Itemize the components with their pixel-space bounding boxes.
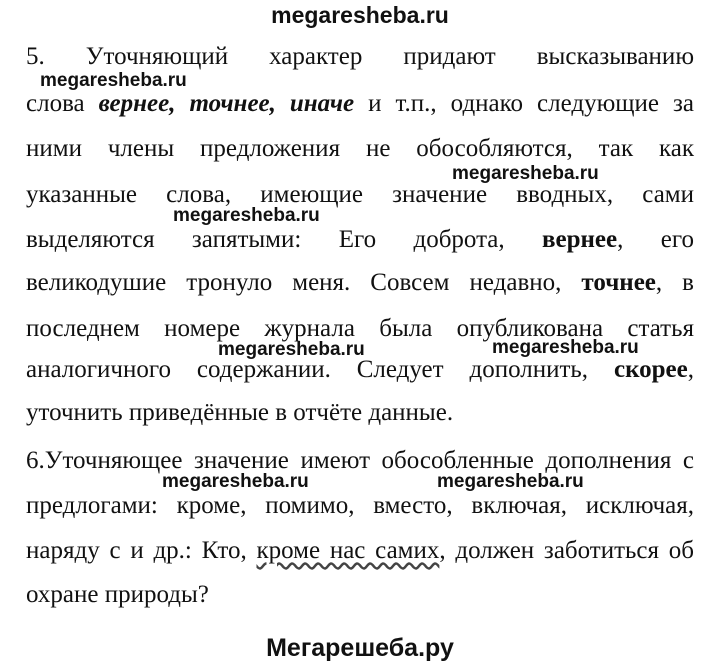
watermark: megaresheba.ru bbox=[218, 339, 365, 360]
text-line: наряду с и др.: Кто, кроме нас самих, должен заботиться об bbox=[26, 537, 695, 564]
watermark: megaresheba.ru bbox=[162, 471, 309, 492]
bold-term: скорее bbox=[613, 356, 688, 383]
bold-term: точнее bbox=[581, 269, 656, 296]
text-line: выделяются запятыми: Его доброта, вернее, его bbox=[26, 226, 694, 253]
text-line: аналогичного содержании. Следует дополнить, скорее, bbox=[26, 356, 694, 383]
underlined-phrase: кроме нас самих bbox=[256, 537, 440, 564]
watermark: megaresheba.ru bbox=[492, 337, 639, 358]
text-line: 5. Уточняющий характер придают высказыванию bbox=[26, 43, 694, 70]
text-line: великодушие тронуло меня. Совсем недавно, точнее, в bbox=[26, 269, 694, 296]
watermark: megaresheba.ru bbox=[452, 163, 599, 184]
text-line: указанные слова, имеющие значение вводных, сами bbox=[26, 181, 694, 208]
bold-term: вернее, точнее, иначе bbox=[98, 90, 355, 117]
text-line: предлогами: кроме, помимо, вместо, включая, исключая, bbox=[26, 492, 694, 519]
watermark: megaresheba.ru bbox=[40, 70, 187, 91]
text-line: 6.Уточняющее значение имеют обособленные дополнения с bbox=[26, 447, 694, 474]
site-footer: Мегарешеба.ру bbox=[266, 634, 454, 662]
text-line: слова вернее, точнее, иначе и т.п., однако следующие за bbox=[26, 90, 694, 117]
watermark: megaresheba.ru bbox=[173, 205, 320, 226]
site-header: megaresheba.ru bbox=[271, 2, 449, 28]
text-line: последнем номере журнала была опубликована статья bbox=[26, 315, 694, 342]
text-line: уточнить приведённые в отчёте данные. bbox=[26, 399, 454, 426]
watermark: megaresheba.ru bbox=[437, 471, 584, 492]
text-line: ними члены предложения не обособляются, так как bbox=[26, 135, 694, 162]
bold-term: вернее bbox=[542, 226, 618, 253]
text-line: охране природы? bbox=[26, 581, 209, 608]
